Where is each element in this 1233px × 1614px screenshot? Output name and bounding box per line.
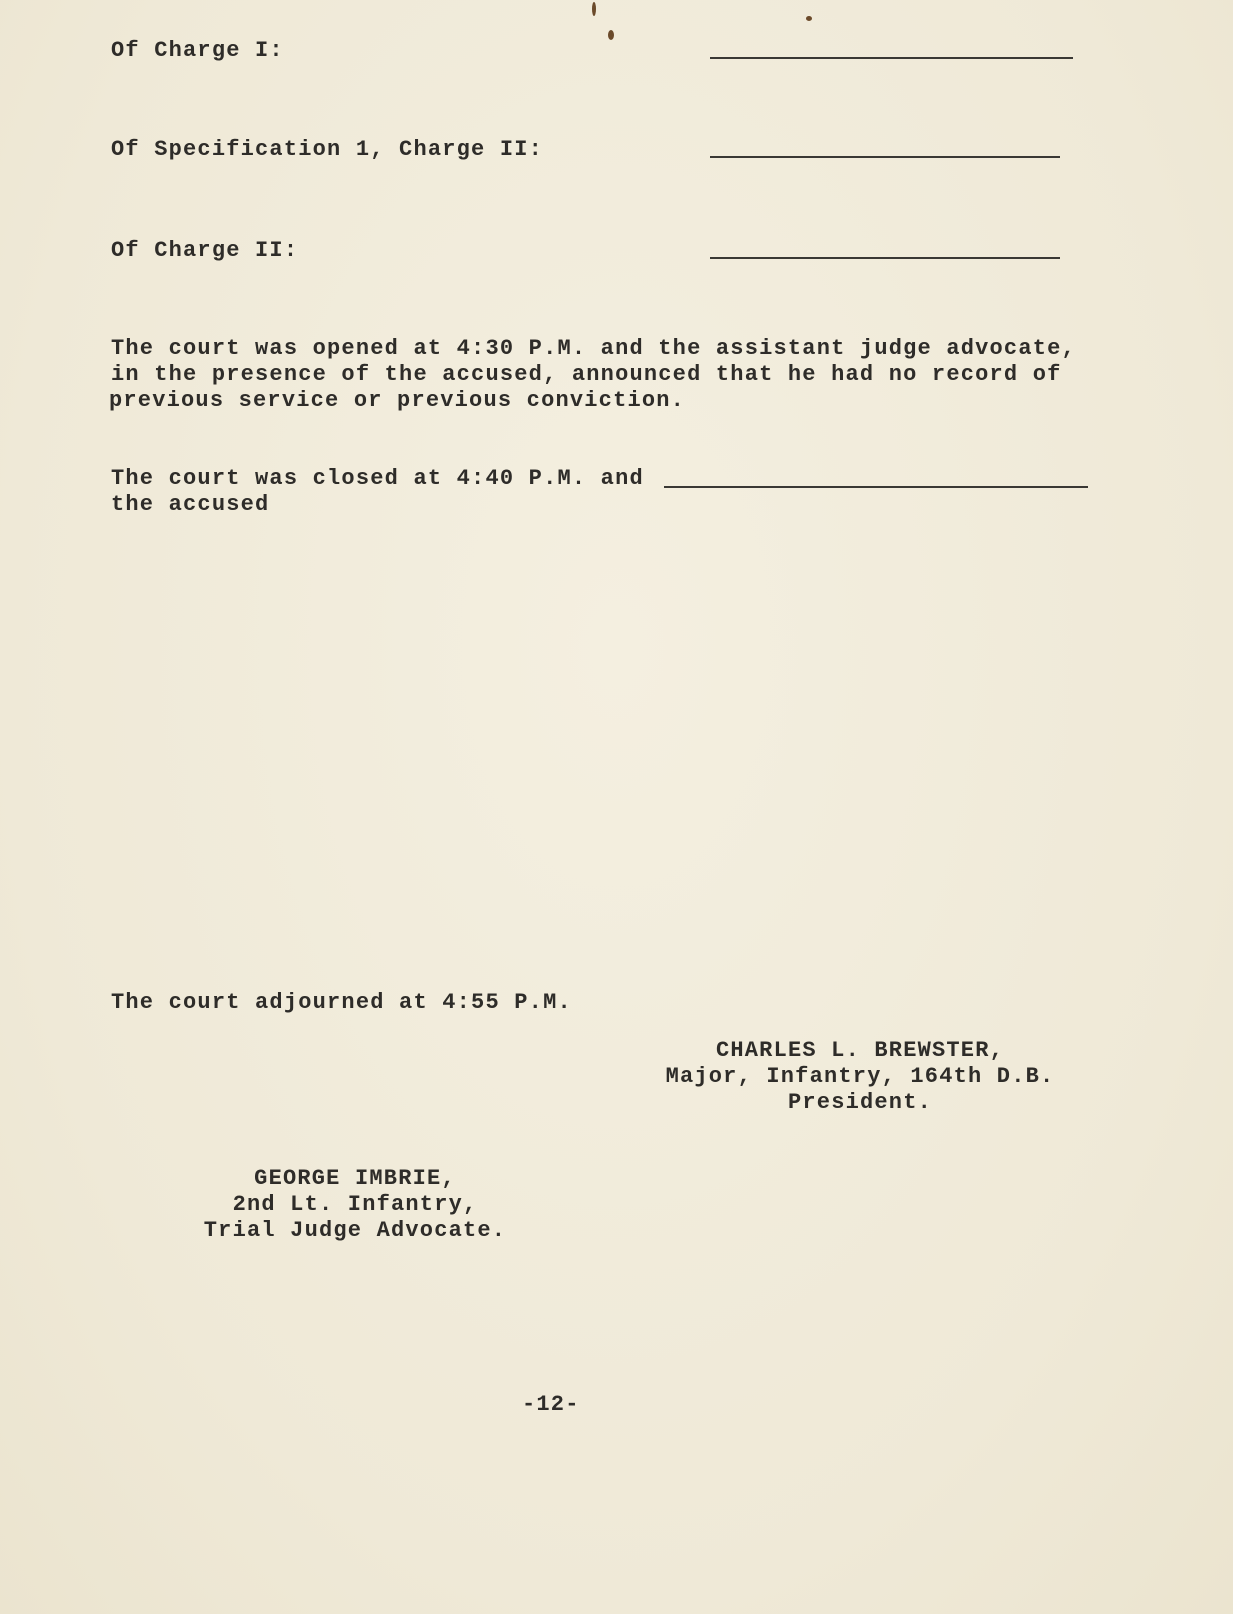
ink-speck	[592, 2, 596, 16]
finding-charge-1-label: Of Charge I:	[111, 38, 284, 63]
judge-advocate-title: Trial Judge Advocate.	[203, 1218, 507, 1243]
closed-line-2: the accused	[111, 492, 270, 517]
president-signature-block	[640, 1038, 1080, 1118]
judge-advocate-name: GEORGE IMBRIE,	[254, 1166, 456, 1191]
judge-advocate-rank: 2nd Lt. Infantry,	[232, 1192, 478, 1217]
adjourned-line: The court adjourned at 4:55 P.M.	[111, 990, 572, 1015]
paragraph-opened-line-1: The court was opened at 4:30 P.M. and the assistant judge advocate,	[111, 336, 1076, 361]
ink-speck	[806, 16, 812, 21]
finding-charge-2-blank	[710, 257, 1060, 259]
finding-spec-1-charge-2-blank	[710, 156, 1060, 158]
president-name: CHARLES L. BREWSTER,	[715, 1038, 1005, 1063]
judge-advocate-signature-block	[175, 1166, 535, 1246]
closed-blank	[664, 486, 1088, 488]
finding-charge-2-label: Of Charge II:	[111, 238, 299, 263]
paragraph-opened-line-2: in the presence of the accused, announced that he had no record of	[111, 362, 1062, 387]
finding-charge-1-blank	[710, 57, 1073, 59]
president-title: President.	[787, 1090, 933, 1115]
president-rank: Major, Infantry, 164th D.B.	[665, 1064, 1055, 1089]
ink-speck	[608, 30, 614, 40]
finding-spec-1-charge-2-label: Of Specification 1, Charge II:	[111, 137, 544, 162]
closed-line-1: The court was closed at 4:40 P.M. and	[111, 466, 644, 491]
page-number: -12-	[522, 1392, 580, 1417]
paragraph-opened-line-3: previous service or previous conviction.	[109, 388, 686, 413]
